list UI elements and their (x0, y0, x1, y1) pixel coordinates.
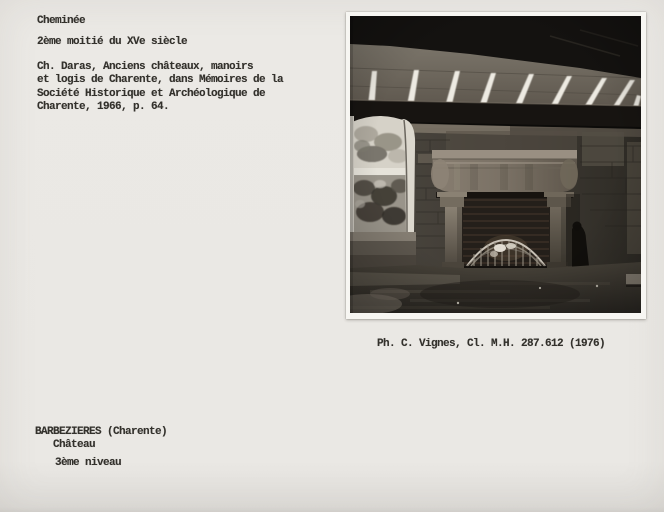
card-title: Cheminée (37, 15, 86, 27)
reference-line: Charente, 1966, p. 64. (37, 101, 170, 114)
photo-vignette (350, 16, 641, 313)
fireplace-photo (350, 16, 641, 313)
photo-print (346, 12, 646, 319)
building-label: Château (53, 439, 96, 451)
location-label: BARBEZIERES (Charente) (35, 426, 168, 438)
photo-caption: Ph. C. Vignes, Cl. M.H. 287.612 (1976) (377, 338, 606, 350)
period-label: 2ème moitié du XVe siècle (37, 36, 188, 48)
level-label: 3ème niveau (55, 457, 122, 469)
reference-line: Ch. Daras, Anciens châteaux, manoirs (37, 61, 254, 73)
bibliographic-reference (37, 61, 283, 115)
photo-edge-shade (350, 16, 353, 313)
reference-line: Société Historique et Archéologique de (37, 87, 266, 100)
reference-line: et logis de Charente, dans Mémoires de la (37, 74, 284, 87)
